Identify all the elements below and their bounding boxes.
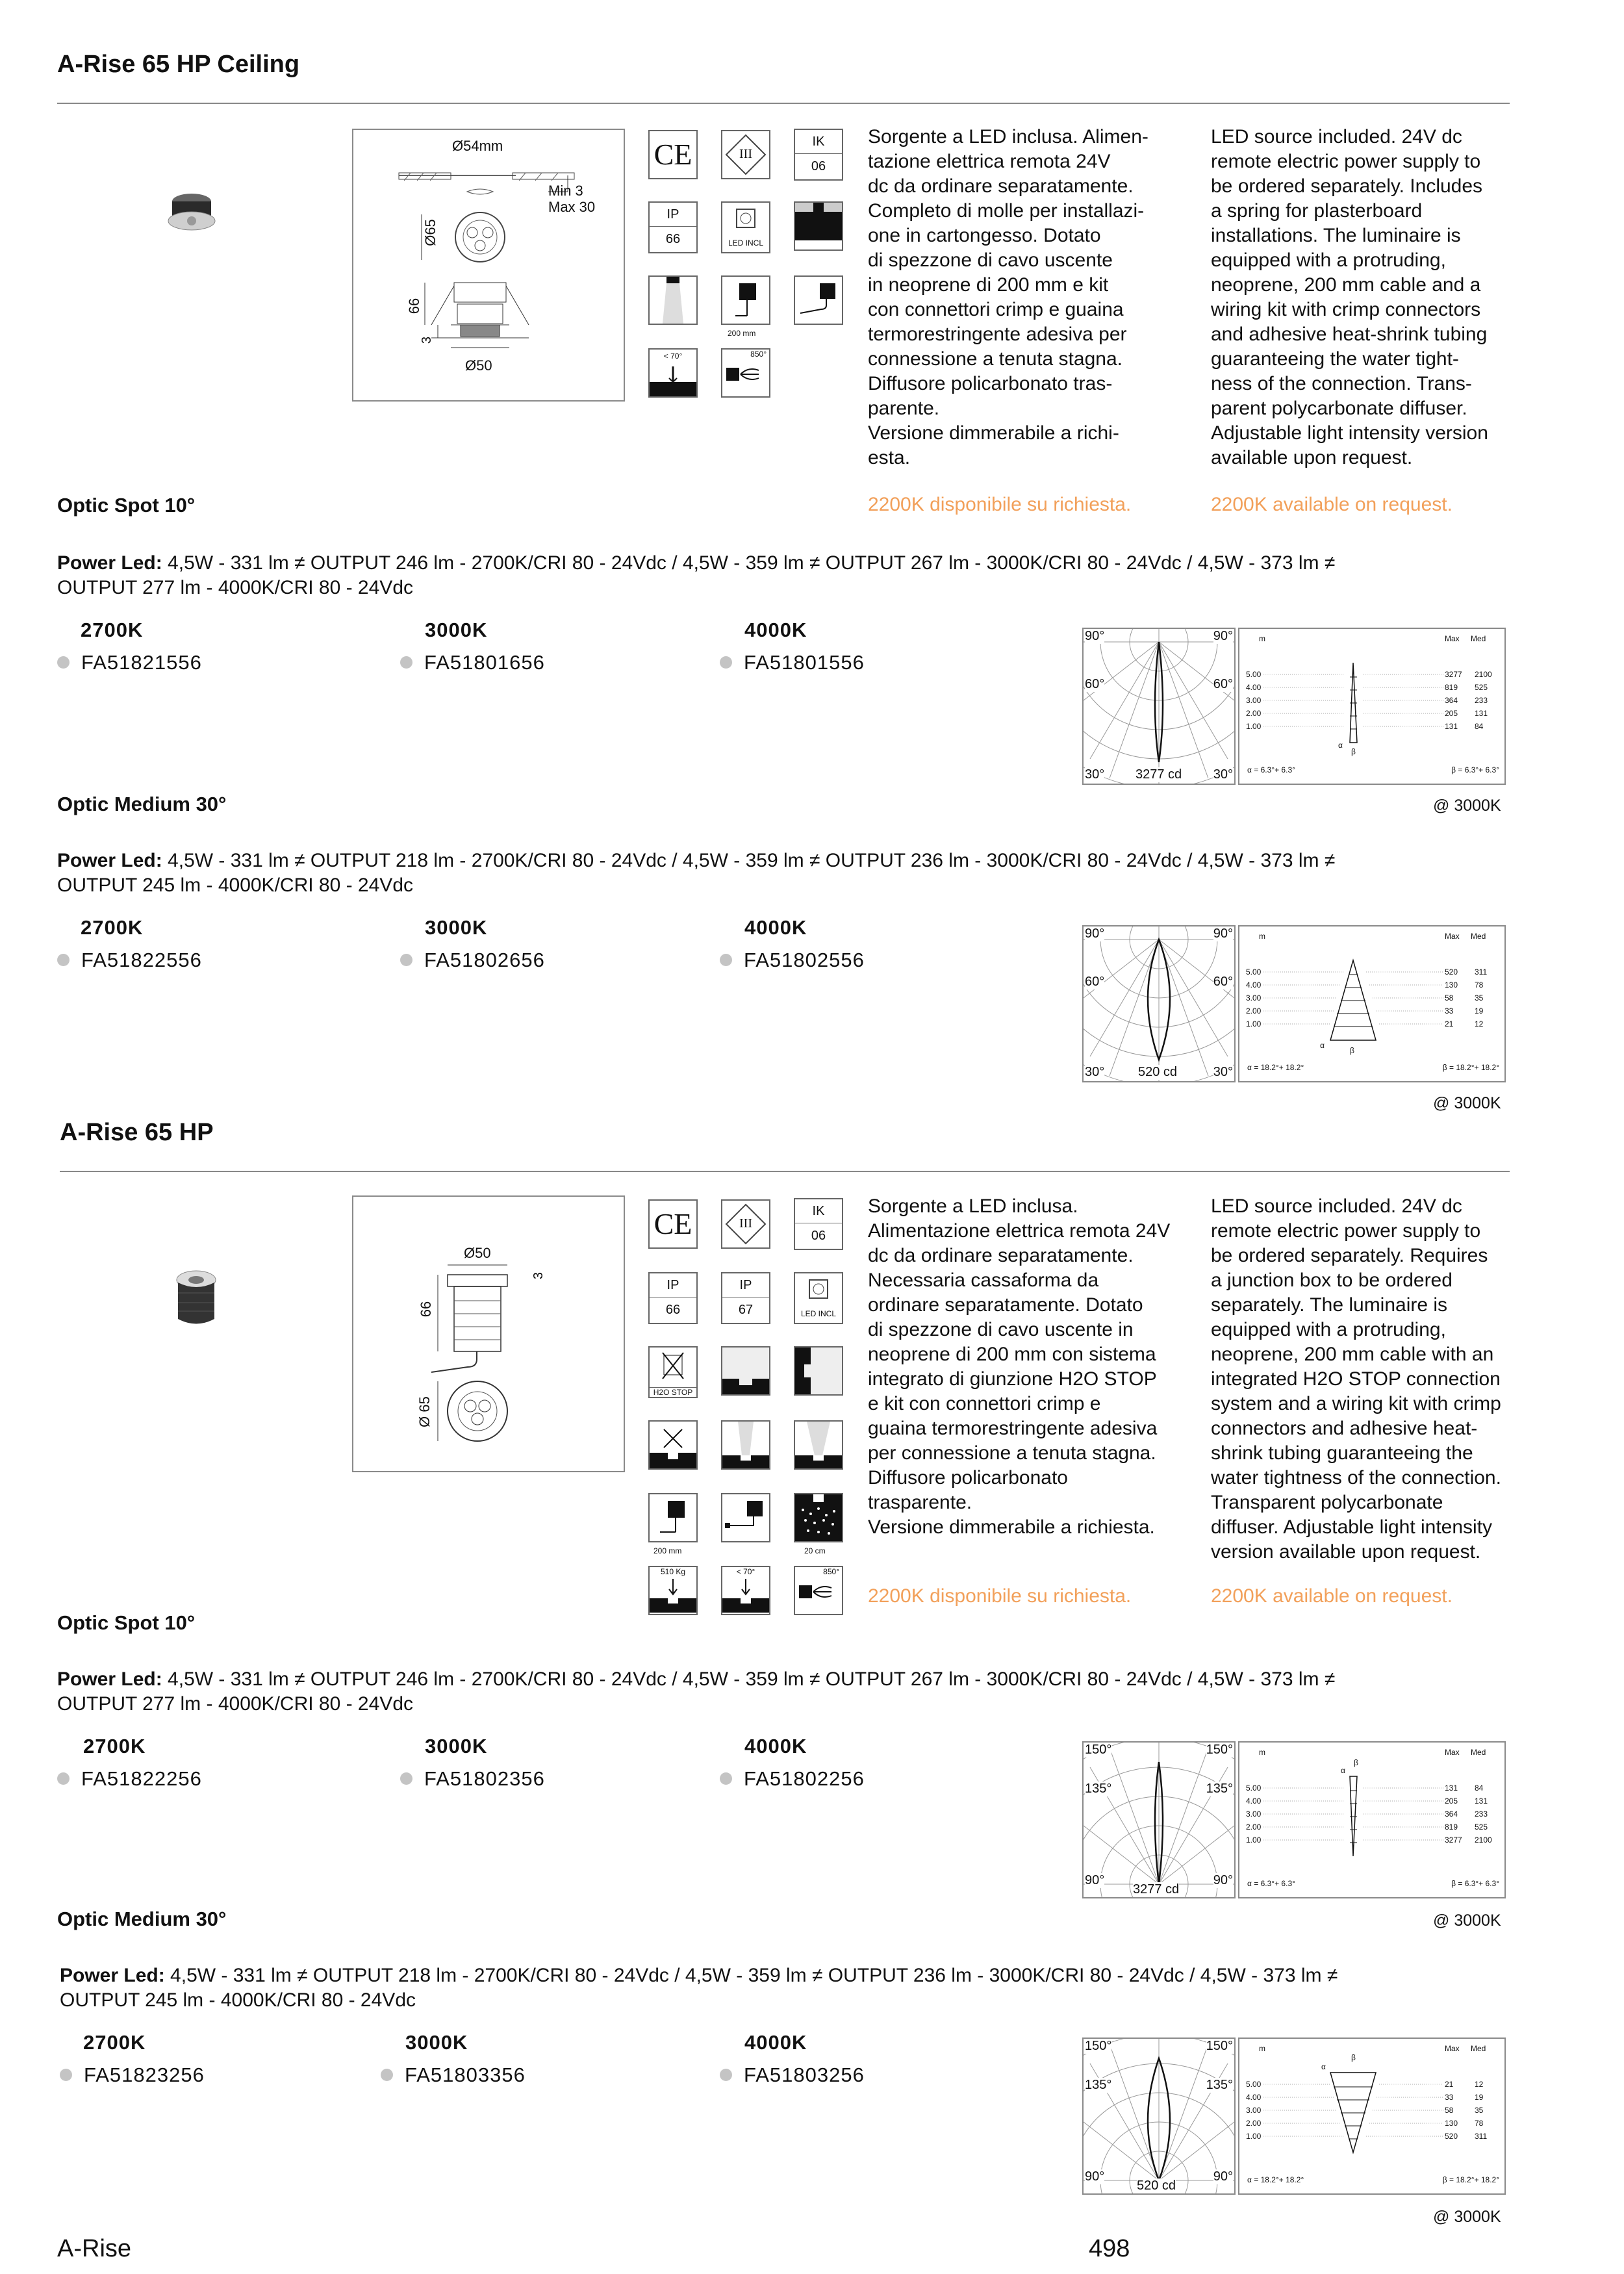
optic-name: Optic Medium 30°: [57, 793, 227, 815]
photo-distance-column: 5.00 4.00 3.00 2.00 1.00: [1246, 670, 1262, 731]
note-en: 2200K available on request.: [1211, 1585, 1453, 1607]
class-iii-icon: III: [721, 1199, 770, 1249]
description-it: Sorgente a LED inclusa. Alimen- tazione elettrica remota 24V dc da ordinare separatamente. Completo di molle per installazi- one in cartongesso. Dotato di spezzone di cavo uscente in neoprene di 200 mm e kit con connettori crimp e guaina termorestringente adesiva per connessione a tenuta stagna. Diffusore policarbonato tras- parente. Versione dimmerabile a richi- esta.: [868, 126, 1148, 468]
bullet-icon: [400, 954, 412, 966]
polar-tick-label: 150°: [1206, 2039, 1233, 2053]
polar-tick-label: 90°: [1213, 629, 1233, 643]
product-code[interactable]: FA51822556: [57, 949, 202, 972]
divider: [60, 1171, 1510, 1172]
variant-kelvin: 3000K: [405, 2031, 468, 2054]
dim-diameter-side: Ø65: [422, 219, 438, 246]
polar-tick-label: 90°: [1085, 2169, 1105, 2184]
optic-name: Optic Medium 30°: [57, 1908, 227, 1930]
glow-wire-icon: 850°: [794, 1566, 843, 1615]
photo-beta-value: β = 6.3°+ 6.3°: [1451, 1879, 1499, 1888]
polar-tick-label: 30°: [1213, 767, 1233, 782]
product-code[interactable]: FA51803356: [381, 2063, 526, 2087]
ip-icon: IP 67: [721, 1272, 770, 1324]
polar-tick-label: 90°: [1213, 2169, 1233, 2184]
polar-tick-label: 60°: [1213, 677, 1233, 691]
temperature-reference: @ 3000K: [1433, 2208, 1501, 2226]
cable-icon: [721, 275, 770, 325]
power-led-info: Power Led: 4,5W - 331 lm ≠ OUTPUT 218 lm - 2700K/CRI 80 - 24Vdc / 4,5W - 359 lm ≠ OUTPUT 236 lm - 3000K/CRI 80 - 24Vdc / 4,5W - 373 lm ≠ OUTPUT 245 lm - 4000K/CRI 80 - 24Vdc: [60, 1965, 1338, 2011]
cable-length-label: 200 mm: [653, 1546, 682, 1555]
power-led-info: Power Led: 4,5W - 331 lm ≠ OUTPUT 246 lm - 2700K/CRI 80 - 24Vdc / 4,5W - 359 lm ≠ OUTPUT 267 lm - 3000K/CRI 80 - 24Vdc / 4,5W - 373 lm ≠ OUTPUT 277 lm - 4000K/CRI 80 - 24Vdc: [57, 552, 1336, 598]
photo-med-column: 311 78 35 19 12: [1475, 967, 1488, 1028]
recessed-mount-icon: [721, 1346, 770, 1396]
photo-max-header: Max: [1445, 2044, 1460, 2053]
page-number: 498: [1089, 2235, 1130, 2262]
dim-height-2: 3: [420, 336, 435, 344]
temperature-reference: @ 3000K: [1433, 1094, 1501, 1112]
class-iii-icon: III: [721, 130, 770, 179]
polar-tick-label: 60°: [1213, 975, 1233, 989]
bullet-icon: [720, 1772, 732, 1785]
description-en: LED source included. 24V dc remote electric power supply to be ordered separately. Includes a spring for plasterboard installations. The luminaire is equipped with a protruding, neoprene, 200 mm cable and a wiring kit with crimp connectors and adhesive heat-shrink tubing guaranteeing the water tight- ness of the connection. Trans- parent polycarbonate diffuser. Adjustable light intensity version available upon request.: [1211, 126, 1488, 468]
polar-tick-label: 30°: [1085, 1065, 1105, 1079]
beam-up-icon: [721, 1420, 770, 1470]
temperature-reference: @ 3000K: [1433, 797, 1501, 815]
photo-alpha-value: α = 18.2°+ 18.2°: [1247, 2175, 1304, 2184]
variant-kelvin: 4000K: [744, 2031, 807, 2054]
led-included-icon: LED INCL: [721, 201, 770, 253]
depth-label: 20 cm: [804, 1546, 826, 1555]
technical-drawing: [352, 1195, 625, 1472]
variant-kelvin: 4000K: [744, 916, 807, 939]
description-en: LED source included. 24V dc remote electric power supply to be ordered separately. Requires a junction box to be ordered separately. The luminaire is equipped with a protruding, neoprene, 200 mm cable with an integrated H2O STOP connection system and a wiring kit with crimp connectors and adhesive heat- shrink tubing guaranteeing the water tightness of the connection. Transparent polycarbonate diffuser. Adjustable light intensity version available upon request.: [1211, 1195, 1501, 1563]
load-bearing-icon: 510 Kg: [648, 1566, 698, 1615]
ip-icon: IP 66: [648, 201, 698, 253]
photo-unit: m: [1259, 932, 1265, 941]
photo-max-column: 520 130 58 33 21: [1445, 967, 1458, 1028]
photo-distance-column: 5.00 4.00 3.00 2.00 1.00: [1246, 1783, 1262, 1845]
bullet-icon: [57, 954, 70, 966]
ce-icon: CE: [648, 1199, 698, 1249]
polar-tick-label: 90°: [1085, 629, 1105, 643]
variant-kelvin: 3000K: [425, 619, 488, 641]
photometric-table: [1238, 628, 1506, 785]
power-led-info: Power Led: 4,5W - 331 lm ≠ OUTPUT 246 lm - 2700K/CRI 80 - 24Vdc / 4,5W - 359 lm ≠ OUTPUT 267 lm - 3000K/CRI 80 - 24Vdc / 4,5W - 373 lm ≠ OUTPUT 277 lm - 4000K/CRI 80 - 24Vdc: [57, 1668, 1336, 1715]
variant-kelvin: 3000K: [425, 916, 488, 939]
bullet-icon: [57, 1772, 70, 1785]
note-it: 2200K disponibile su richiesta.: [868, 494, 1132, 515]
polar-diagram: [1082, 628, 1236, 785]
bullet-icon: [720, 656, 732, 669]
glow-wire-icon: 850°: [721, 348, 770, 398]
photo-med-column: 84 131 233 525 2100: [1475, 1783, 1492, 1845]
variant-kelvin: 2700K: [83, 2031, 146, 2054]
beam-icon: [648, 275, 698, 325]
variant-kelvin: 2700K: [83, 1735, 146, 1757]
photo-beta: β: [1351, 2053, 1356, 2062]
polar-tick-label: 150°: [1085, 2039, 1112, 2053]
polar-max-cd: 520 cd: [1138, 1065, 1178, 1079]
polar-tick-label: 30°: [1213, 1065, 1233, 1079]
bullet-icon: [60, 2069, 72, 2081]
polar-max-cd: 520 cd: [1137, 2178, 1176, 2193]
polar-diagram: [1082, 925, 1236, 1082]
polar-tick-label: 135°: [1085, 2078, 1112, 2092]
polar-tick-label: 90°: [1213, 1873, 1233, 1887]
variant-kelvin: 4000K: [744, 619, 807, 641]
gravel-icon: [794, 1493, 843, 1542]
tilt-angle-icon: < 70°: [648, 348, 698, 398]
dim-diameter-top: Ø54mm: [452, 138, 503, 154]
photo-beta-value: β = 18.2°+ 18.2°: [1442, 2175, 1499, 2184]
polar-tick-label: 135°: [1085, 1782, 1112, 1796]
photo-med-header: Med: [1471, 2044, 1486, 2053]
photo-beta-value: β = 18.2°+ 18.2°: [1442, 1063, 1499, 1072]
product-code[interactable]: FA51801556: [720, 651, 865, 674]
photo-alpha-value: α = 6.3°+ 6.3°: [1247, 765, 1295, 774]
product-code[interactable]: FA51802556: [720, 949, 865, 972]
photo-med-column: 2100 525 233 131 84: [1475, 670, 1492, 731]
photo-alpha: α: [1320, 1041, 1325, 1050]
connector-icon: [721, 1493, 770, 1542]
divider: [57, 103, 1510, 104]
dim-height: 66: [418, 1301, 435, 1318]
ik-icon: IK 06: [794, 129, 843, 181]
product-code[interactable]: FA51802656: [400, 949, 545, 972]
ceiling-mount-icon: [794, 201, 843, 251]
bullet-icon: [57, 656, 70, 669]
description-it: Sorgente a LED inclusa. Alimentazione elettrica remota 24V dc da ordinare separatamente. Necessaria cassaforma da ordinare separatamente. Dotato di spezzone di cavo uscente in neoprene di 200 mm con sistema integrato di giunzione H2O STOP e kit con connettori crimp e guaina termorestringente adesiva per connessione a tenuta stagna. Diffusore policarbonato trasparente. Versione dimmerabile a richiesta.: [868, 1195, 1171, 1538]
product-code[interactable]: FA51802356: [400, 1767, 545, 1791]
bullet-icon: [381, 2069, 393, 2081]
product-photo: [170, 1267, 222, 1329]
variant-kelvin: 2700K: [81, 619, 144, 641]
polar-tick-label: 60°: [1085, 677, 1105, 691]
power-led-info: Power Led: 4,5W - 331 lm ≠ OUTPUT 218 lm - 2700K/CRI 80 - 24Vdc / 4,5W - 359 lm ≠ OUTPUT 236 lm - 3000K/CRI 80 - 24Vdc / 4,5W - 373 lm ≠ OUTPUT 245 lm - 4000K/CRI 80 - 24Vdc: [57, 850, 1336, 896]
photo-alpha-value: α = 6.3°+ 6.3°: [1247, 1879, 1295, 1888]
photo-alpha-value: α = 18.2°+ 18.2°: [1247, 1063, 1304, 1072]
cable-icon: [648, 1493, 698, 1542]
bullet-icon: [400, 1772, 412, 1785]
bullet-icon: [720, 2069, 732, 2081]
optic-name: Optic Spot 10°: [57, 494, 196, 517]
photo-max-column: 131 205 364 819 3277: [1445, 1783, 1462, 1845]
polar-tick-label: 150°: [1206, 1743, 1233, 1757]
product-code[interactable]: FA51822256: [57, 1767, 202, 1791]
photo-med-column: 12 19 35 78 311: [1475, 2080, 1488, 2141]
technical-drawing: [352, 129, 625, 402]
optic-name: Optic Spot 10°: [57, 1611, 196, 1634]
photo-med-header: Med: [1471, 932, 1486, 941]
photo-distance-column: 5.00 4.00 3.00 2.00 1.00: [1246, 2080, 1262, 2141]
polar-tick-label: 90°: [1085, 926, 1105, 941]
photo-alpha: α: [1321, 2062, 1326, 2071]
section-title: A-Rise 65 HP Ceiling: [57, 51, 300, 78]
dim-max: Max 30: [548, 199, 596, 215]
polar-diagram: [1082, 2038, 1236, 2195]
photo-beta: β: [1350, 1046, 1354, 1055]
photo-alpha: α: [1338, 741, 1343, 750]
no-covering-icon: [648, 1420, 698, 1470]
ce-icon: CE: [648, 130, 698, 179]
polar-tick-label: 135°: [1206, 2078, 1233, 2092]
photo-unit: m: [1259, 1748, 1265, 1757]
ip-icon: IP 66: [648, 1272, 698, 1324]
product-code[interactable]: FA51801656: [400, 651, 545, 674]
photo-max-header: Max: [1445, 1748, 1460, 1757]
photometric-table: [1238, 925, 1506, 1082]
h2o-stop-icon: H2O STOP: [648, 1346, 698, 1398]
dim-diameter-bottom: Ø50: [465, 357, 492, 374]
cable-length-label: 200 mm: [728, 329, 756, 338]
photo-unit: m: [1259, 634, 1265, 643]
photo-beta: β: [1354, 1758, 1358, 1767]
polar-tick-label: 30°: [1085, 767, 1105, 782]
tilt-angle-icon: < 70°: [721, 1566, 770, 1615]
dim-height: 66: [406, 298, 423, 314]
photo-max-header: Max: [1445, 932, 1460, 941]
polar-tick-label: 90°: [1213, 926, 1233, 941]
section-title: A-Rise 65 HP: [60, 1119, 214, 1146]
temperature-reference: @ 3000K: [1433, 1911, 1501, 1930]
variant-kelvin: 4000K: [744, 1735, 807, 1757]
product-code[interactable]: FA51823256: [60, 2063, 205, 2087]
photometric-table: [1238, 1741, 1506, 1898]
photo-alpha: α: [1341, 1766, 1345, 1775]
polar-tick-label: 150°: [1085, 1743, 1112, 1757]
product-photo: [162, 182, 221, 240]
ik-icon: IK 06: [794, 1198, 843, 1250]
bullet-icon: [720, 954, 732, 966]
note-en: 2200K available on request.: [1211, 494, 1453, 515]
product-code[interactable]: FA51821556: [57, 651, 202, 674]
photo-unit: m: [1259, 2044, 1265, 2053]
photo-max-column: 3277 819 364 205 131: [1445, 670, 1462, 731]
polar-max-cd: 3277 cd: [1136, 767, 1182, 782]
dim-min: Min 3: [548, 183, 583, 199]
photo-beta-value: β = 6.3°+ 6.3°: [1451, 765, 1499, 774]
product-code[interactable]: FA51803256: [720, 2063, 865, 2087]
photo-distance-column: 5.00 4.00 3.00 2.00 1.00: [1246, 967, 1262, 1028]
polar-max-cd: 3277 cd: [1133, 1882, 1180, 1897]
photo-med-header: Med: [1471, 634, 1486, 643]
variant-kelvin: 2700K: [81, 916, 144, 939]
connector-icon: [794, 275, 843, 325]
polar-tick-label: 60°: [1085, 975, 1105, 989]
product-code[interactable]: FA51802256: [720, 1767, 865, 1791]
footer-product-name: A-Rise: [57, 2235, 132, 2262]
polar-tick-label: 90°: [1085, 1873, 1105, 1887]
photo-max-column: 21 33 58 130 520: [1445, 2080, 1458, 2141]
wall-mount-icon: [794, 1346, 843, 1396]
dim-diameter-side: Ø 65: [416, 1396, 433, 1427]
bullet-icon: [400, 656, 412, 669]
photo-beta: β: [1351, 747, 1356, 756]
dim-diameter-top: Ø50: [464, 1245, 491, 1261]
dim-height-2: 3: [531, 1271, 546, 1280]
photo-max-header: Max: [1445, 634, 1460, 643]
led-included-icon: LED INCL: [794, 1272, 843, 1324]
polar-tick-label: 135°: [1206, 1782, 1233, 1796]
polar-diagram: [1082, 1741, 1236, 1898]
beam-up-wide-icon: [794, 1420, 843, 1470]
variant-kelvin: 3000K: [425, 1735, 488, 1757]
note-it: 2200K disponibile su richiesta.: [868, 1585, 1132, 1607]
photometric-table: [1238, 2038, 1506, 2195]
photo-med-header: Med: [1471, 1748, 1486, 1757]
